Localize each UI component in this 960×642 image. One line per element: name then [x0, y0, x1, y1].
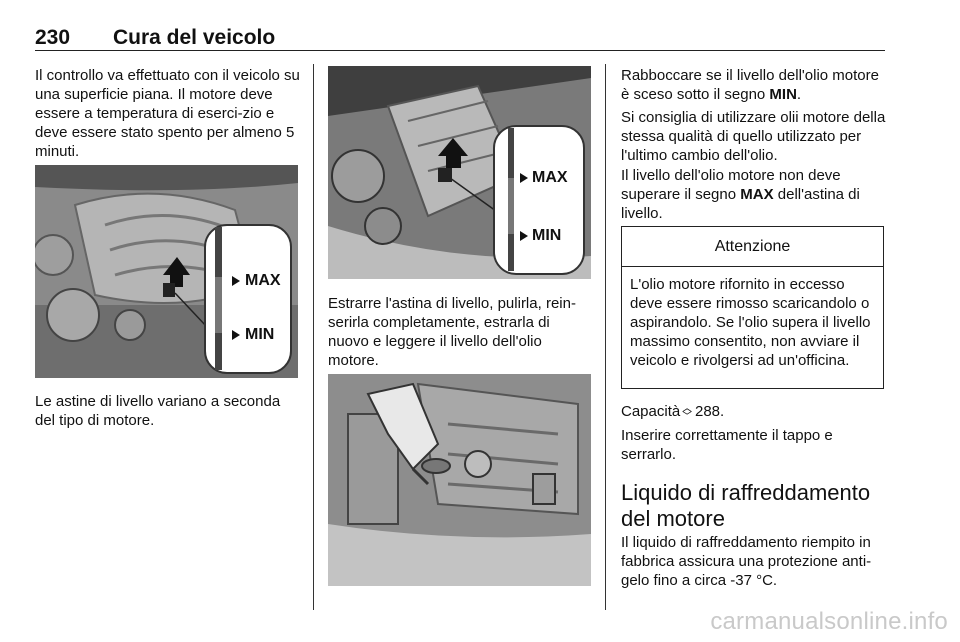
dipstick-figure-2: [328, 66, 591, 279]
max-mark-label-2: MAX: [532, 169, 568, 186]
coolant-paragraph: Il liquido di raffreddamento riempito in fabbrica assicura una protezione anti-gelo fino a circa -37 °C.: [621, 534, 872, 589]
capacity-line: Capacità ◊ 288.: [621, 403, 725, 420]
oil-quality-paragraph: Si consiglia di utilizzare olii motore della stessa qualità di quello utilizzato per l'ultimo cambio dell'olio.: [621, 109, 886, 164]
column-divider-right: [605, 64, 606, 610]
column-divider-left: [313, 64, 314, 610]
intro-paragraph: Il controllo va effettuato con il veicolo su una superficie piana. Il motore deve essere a temperatura di eserci-zio e deve essere stato spento per almeno 5 minuti.: [35, 67, 300, 160]
oil-filling-figure: [328, 374, 591, 586]
oil-filling-illustration: [328, 374, 591, 586]
max-mark-label-1: MAX: [245, 272, 281, 289]
min-mark-label-1: MIN: [245, 326, 275, 343]
warning-box: [621, 226, 884, 389]
min-mark-label-2: MIN: [532, 227, 562, 244]
page-title: Cura del veicolo: [113, 26, 276, 49]
dipstick-instruction: Estrarre l'astina di livello, pulirla, rein-serirla completamente, estrarla di nuovo e leggere il livello dell'olio motore.: [328, 295, 576, 369]
capacity-page-link[interactable]: 288.: [694, 403, 725, 420]
refill-paragraph: Rabboccare se il livello dell'olio motore è sceso sotto il segno MIN.: [621, 67, 879, 103]
dipstick-figure-1: [35, 165, 298, 378]
max-level-paragraph: Il livello dell'olio motore non deve superare il segno MAX dell'astina di livello.: [621, 167, 860, 222]
watermark: carmanualsonline.info: [710, 608, 948, 635]
min-mark-text: MIN: [769, 86, 797, 103]
reference-arrow-icon[interactable]: ◊: [680, 408, 696, 415]
cap-instruction: Inserire correttamente il tappo e serrarlo.: [621, 427, 833, 463]
page-number: 230: [35, 26, 71, 49]
warning-text: L'olio motore rifornito in eccesso deve essere rimosso scaricandolo o aspirandolo. Se l'olio supera il livello massimo consentito, non avviare il veicolo e rivolgersi ad un'officina.: [630, 276, 871, 369]
warning-heading: Attenzione: [622, 227, 883, 267]
max-mark-text: MAX: [740, 186, 774, 203]
section-heading: Liquido di raffreddamento del motore: [621, 480, 871, 531]
page-header: [35, 24, 885, 51]
figure-caption: Le astine di livello variano a seconda del tipo di motore.: [35, 393, 281, 429]
